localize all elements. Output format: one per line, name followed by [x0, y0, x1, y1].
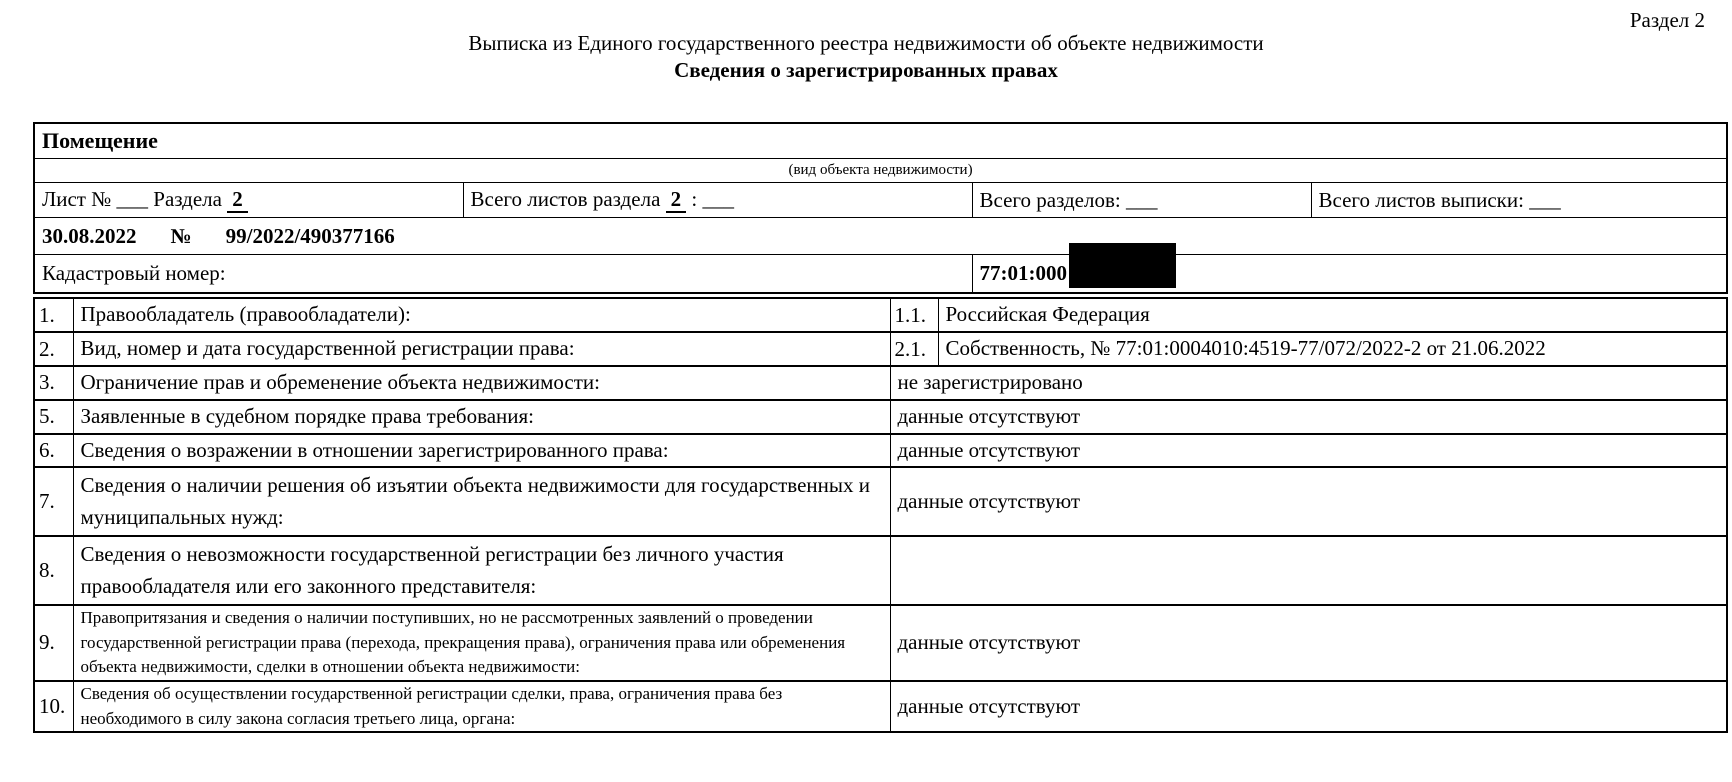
- sheet-label: Лист №: [42, 186, 112, 211]
- rights-table: [33, 297, 1728, 733]
- table-row: [34, 605, 1727, 681]
- cadastral-label: Кадастровый номер:: [34, 255, 972, 294]
- table-row: [34, 536, 1727, 605]
- row-value: данные отсутствуют: [890, 605, 1727, 681]
- row-label: Вид, номер и дата государственной регистрации права:: [73, 332, 890, 366]
- table-row: [34, 467, 1727, 536]
- object-type-caption: (вид объекта недвижимости): [34, 159, 1727, 183]
- row-value: Российская Федерация: [938, 298, 1727, 332]
- sections-total-cell: [972, 183, 1311, 218]
- row-label: Правопритязания и сведения о наличии поступивших, но не рассмотренных заявлений о проведении государственной регистрации права (перехода, прекращения права), ограничения права или обременения объекта недвижимости, сделки в отношении объекта недвижимости:: [73, 605, 890, 681]
- row-number: 6.: [34, 434, 73, 468]
- stamp-number: 99/2022/490377166: [225, 223, 395, 248]
- row-label: Сведения о возражении в отношении зарегистрированного права:: [73, 434, 890, 468]
- stamp-cell: [34, 218, 1727, 255]
- object-type-caption-row: [34, 159, 1727, 183]
- cadastral-value-cell: [972, 255, 1727, 294]
- sheet-row: [34, 183, 1727, 218]
- row-value: [890, 536, 1727, 605]
- row-number: 7.: [34, 467, 73, 536]
- sections-total-blank: ___: [1125, 187, 1158, 212]
- row-value: данные отсутствуют: [890, 467, 1727, 536]
- table-row: [34, 298, 1727, 332]
- section-label: Раздел 2: [1629, 8, 1705, 32]
- header-table: [33, 122, 1728, 294]
- section-value: 2: [227, 188, 248, 213]
- sheets-total-blank: ___: [702, 186, 734, 211]
- row-label: Сведения о наличии решения об изъятии объекта недвижимости для государственных и муниципальных нужд:: [73, 467, 890, 536]
- row-value: Собственность, № 77:01:0004010:4519-77/072/2022-2 от 21.06.2022: [938, 332, 1727, 366]
- object-type: Помещение: [34, 123, 1727, 159]
- sections-total-label: Всего разделов:: [979, 187, 1121, 212]
- extract-sheets-blank: ___: [1529, 187, 1561, 212]
- table-row: [34, 434, 1727, 468]
- row-subnumber: 1.1.: [890, 298, 938, 332]
- extract-sheets-cell: [1311, 183, 1727, 218]
- row-label: Правообладатель (правообладатели):: [73, 298, 890, 332]
- sheets-total-value: 2: [666, 188, 687, 213]
- sheets-total-sep: :: [691, 186, 698, 211]
- row-value: не зарегистрировано: [890, 366, 1727, 400]
- row-number: 2.: [34, 332, 73, 366]
- cadastral-value: 77:01:000: [979, 261, 1067, 285]
- document-subtitle: Сведения о зарегистрированных правах: [674, 58, 1058, 82]
- row-number: 5.: [34, 400, 73, 434]
- row-subnumber: 2.1.: [890, 332, 938, 366]
- document-title: Выписка из Единого государственного реестра недвижимости об объекте недвижимости: [468, 31, 1264, 55]
- row-number: 9.: [34, 605, 73, 681]
- sheets-total-cell: [463, 183, 972, 218]
- table-row: [34, 332, 1727, 366]
- cadastral-row: [34, 255, 1727, 294]
- table-row: [34, 400, 1727, 434]
- row-number: 1.: [34, 298, 73, 332]
- stamp-number-sign: №: [170, 223, 192, 248]
- table-row: [34, 681, 1727, 732]
- sheets-total-label: Всего листов раздела: [470, 186, 661, 211]
- extract-sheets-label: Всего листов выписки:: [1318, 187, 1524, 212]
- object-type-row: [34, 123, 1727, 159]
- section-word: Раздела: [153, 186, 222, 211]
- row-value: данные отсутствуют: [890, 400, 1727, 434]
- table-row: [34, 366, 1727, 400]
- sheet-blank: ___: [116, 186, 149, 211]
- row-label: Заявленные в судебном порядке права требования:: [73, 400, 890, 434]
- row-number: 10.: [34, 681, 73, 732]
- row-label: Сведения об осуществлении государственной регистрации сделки, права, ограничения права без необходимого в силу закона согласия третьего лица, органа:: [73, 681, 890, 732]
- stamp-row: [34, 218, 1727, 255]
- row-label: Сведения о невозможности государственной регистрации без личного участия правообладателя или его законного представителя:: [73, 536, 890, 605]
- row-number: 8.: [34, 536, 73, 605]
- sheet-number-cell: [34, 183, 463, 218]
- stamp-date: 30.08.2022: [42, 223, 137, 248]
- row-value: данные отсутствуют: [890, 434, 1727, 468]
- redaction-box: [1069, 243, 1176, 288]
- row-value: данные отсутствуют: [890, 681, 1727, 732]
- row-label: Ограничение прав и обременение объекта недвижимости:: [73, 366, 890, 400]
- row-number: 3.: [34, 366, 73, 400]
